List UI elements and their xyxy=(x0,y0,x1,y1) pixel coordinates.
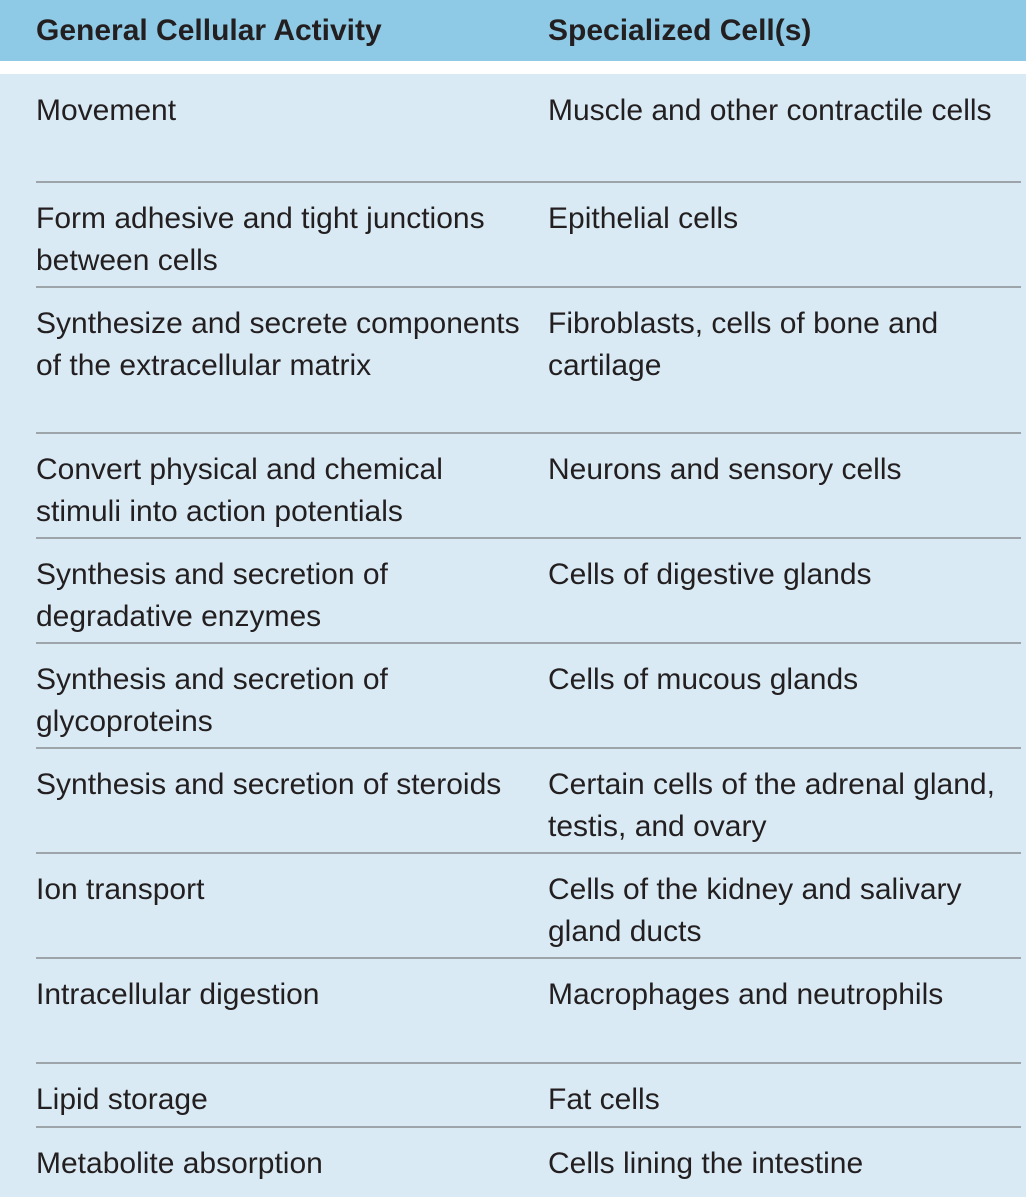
activity-cell: Synthesis and secretion of degradative enzymes xyxy=(36,558,388,633)
column-header-cells: Specialized Cell(s) xyxy=(548,14,812,47)
cell-type-cell: Macrophages and neutrophils xyxy=(548,978,944,1011)
activity-cell: Intracellular digestion xyxy=(36,978,320,1011)
cell-type-cell: Fibroblasts, cells of bone and cartilage xyxy=(548,307,939,382)
column-header-activity: General Cellular Activity xyxy=(36,14,382,47)
activity-cell: Ion transport xyxy=(36,873,205,906)
activity-cell: Lipid storage xyxy=(36,1083,208,1116)
activity-cell: Form adhesive and tight junctions between cells xyxy=(36,202,485,277)
cell-type-cell: Cells of digestive glands xyxy=(548,558,872,591)
cell-type-cell: Certain cells of the adrenal gland, testis, and ovary xyxy=(548,768,995,843)
cell-type-cell: Epithelial cells xyxy=(548,202,739,235)
table-row xyxy=(0,1127,1026,1197)
table-row xyxy=(0,853,1026,958)
table-row xyxy=(0,182,1026,287)
table-row xyxy=(0,958,1026,1063)
cell-type-cell: Cells lining the intestine xyxy=(548,1147,864,1180)
activity-cell: Synthesis and secretion of glycoproteins xyxy=(36,663,388,738)
activity-cell: Metabolite absorption xyxy=(36,1147,323,1180)
activity-cell: Synthesize and secrete components of the extracellular matrix xyxy=(36,307,520,382)
activity-cell: Convert physical and chemical stimuli into action potentials xyxy=(36,453,443,528)
cell-type-cell: Muscle and other contractile cells xyxy=(548,94,992,127)
activity-cell: Synthesis and secretion of steroids xyxy=(36,768,502,801)
table-row xyxy=(0,748,1026,853)
cell-type-cell: Neurons and sensory cells xyxy=(548,453,902,486)
table-row xyxy=(0,287,1026,433)
table-row xyxy=(0,538,1026,643)
table-row xyxy=(0,643,1026,748)
table-header xyxy=(0,0,1026,61)
cell-type-cell: Fat cells xyxy=(548,1083,660,1116)
table-row xyxy=(0,433,1026,538)
activity-cell: Movement xyxy=(36,94,177,127)
table-row xyxy=(0,1063,1026,1127)
cell-type-cell: Cells of the kidney and salivary gland ducts xyxy=(548,873,962,948)
table-row xyxy=(0,74,1026,182)
header-separator xyxy=(0,61,1026,74)
cell-type-cell: Cells of mucous glands xyxy=(548,663,859,696)
